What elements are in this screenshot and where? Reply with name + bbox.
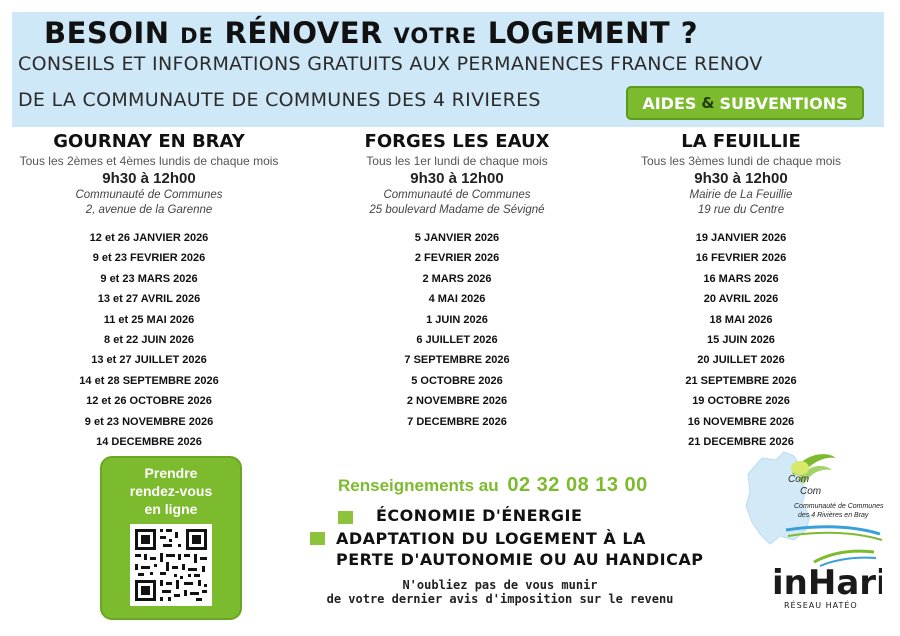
city-name: FORGES LES EAUX xyxy=(364,131,550,152)
place-line-2: 2, avenue de la Garenne xyxy=(85,204,213,216)
title-word: DE xyxy=(180,24,214,48)
contact-label: Renseignements au xyxy=(338,476,499,495)
date-item: 5 JANVIER 2026 xyxy=(414,232,500,244)
date-item: 2 NOVEMBRE 2026 xyxy=(406,395,508,408)
date-list xyxy=(596,228,886,452)
comcom-caption: des 4 Rivières en Bray xyxy=(798,512,869,519)
title-word: LOGEMENT ? xyxy=(487,16,699,50)
reminder-line: de votre dernier avis d'imposition sur le revenu xyxy=(326,592,674,606)
frequency: Tous les 2èmes et 4èmes lundis de chaque mois xyxy=(19,154,279,168)
appointment-label xyxy=(102,464,240,518)
title-word: BESOIN xyxy=(44,16,170,50)
comcom-logo xyxy=(740,444,890,550)
inhari-tagline: RÉSEAU HATÉO xyxy=(784,601,858,610)
comcom-word: Com xyxy=(800,486,822,497)
place-line-2: 25 boulevard Madame de Sévigné xyxy=(369,204,545,216)
location-gournay xyxy=(4,130,294,452)
date-item: 2 FEVRIER 2026 xyxy=(414,252,500,265)
bullet-energy-savings: ÉCONOMIE D'ÉNERGIE xyxy=(376,506,583,525)
inhari-logo xyxy=(770,548,882,612)
date-item: 2 MARS 2026 xyxy=(422,272,492,285)
date-item: 4 MAI 2026 xyxy=(428,293,486,306)
date-item: 9 et 23 NOVEMBRE 2026 xyxy=(84,415,214,428)
date-item: 19 OCTOBRE 2026 xyxy=(692,395,790,408)
date-item: 7 DECEMBRE 2026 xyxy=(407,415,507,428)
date-item: 9 et 23 MARS 2026 xyxy=(100,272,198,285)
place-line-1: Communauté de Communes xyxy=(75,189,223,201)
city-name: LA FEUILLIE xyxy=(681,131,801,152)
city-name: GOURNAY EN BRAY xyxy=(53,131,245,152)
appointment-line: Prendre xyxy=(144,465,198,481)
comcom-caption: Communauté de Communes xyxy=(794,503,884,510)
tax-notice-reminder xyxy=(300,578,700,606)
hours: 9h30 à 12h00 xyxy=(694,170,788,187)
date-item: 8 et 22 JUIN 2026 xyxy=(104,333,194,346)
date-item: 15 JUIN 2026 xyxy=(707,333,775,346)
bullet-line: PERTE D'AUTONOMIE OU AU HANDICAP xyxy=(336,550,704,569)
qr-code-icon[interactable] xyxy=(130,524,212,606)
badge-amp: & xyxy=(701,94,715,112)
date-item: 18 MAI 2026 xyxy=(709,313,773,326)
date-item: 16 NOVEMBRE 2026 xyxy=(687,415,795,428)
phone-number[interactable]: 02 32 08 13 00 xyxy=(507,474,648,496)
place-line-2: 19 rue du Centre xyxy=(697,204,785,216)
date-item: 14 et 28 SEPTEMBRE 2026 xyxy=(79,374,219,387)
date-item: 12 et 26 OCTOBRE 2026 xyxy=(86,395,212,408)
date-item: 6 JUILLET 2026 xyxy=(416,333,498,346)
date-item: 20 JUILLET 2026 xyxy=(697,354,785,367)
hours: 9h30 à 12h00 xyxy=(102,170,196,187)
date-item: 7 SEPTEMBRE 2026 xyxy=(404,354,510,367)
date-list xyxy=(312,228,602,432)
contact-phone xyxy=(338,474,648,497)
date-item: 20 AVRIL 2026 xyxy=(703,293,779,306)
subtitle-line-1: CONSEILS ET INFORMATIONS GRATUITS AUX PERMANENCES FRANCE RENOV xyxy=(18,53,763,75)
bullet-square-icon xyxy=(310,532,325,545)
aides-subventions-badge xyxy=(626,86,864,120)
frequency: Tous les 1er lundi de chaque mois xyxy=(366,154,548,168)
date-item: 16 FEVRIER 2026 xyxy=(695,252,787,265)
date-item: 19 JANVIER 2026 xyxy=(695,232,787,244)
hours: 9h30 à 12h00 xyxy=(410,170,504,187)
date-item: 16 MARS 2026 xyxy=(703,272,779,285)
place-line-1: Mairie de La Feuillie xyxy=(689,189,793,201)
location-la-feuillie xyxy=(596,130,886,452)
date-item: 9 et 23 FEVRIER 2026 xyxy=(92,252,206,265)
bullet-square-icon xyxy=(338,511,353,524)
title-word: VOTRE xyxy=(393,24,478,48)
place-line-1: Communauté de Communes xyxy=(383,189,531,201)
bullet-line: ADAPTATION DU LOGEMENT À LA xyxy=(336,529,646,548)
date-item: 12 et 26 JANVIER 2026 xyxy=(89,232,209,244)
date-item: 11 et 25 MAI 2026 xyxy=(103,313,195,326)
appointment-line: en ligne xyxy=(144,501,198,517)
title-word: RÉNOVER xyxy=(224,16,383,50)
badge-right: SUBVENTIONS xyxy=(719,93,848,113)
frequency: Tous les 3èmes lundi de chaque mois xyxy=(640,154,842,168)
location-forges xyxy=(312,130,602,432)
comcom-map-icon xyxy=(740,444,890,550)
date-item: 14 DECEMBRE 2026 xyxy=(96,435,202,448)
date-item: 21 SEPTEMBRE 2026 xyxy=(685,374,797,387)
date-list xyxy=(4,228,294,452)
online-appointment-box[interactable] xyxy=(100,456,242,620)
bullet-housing-adaptation xyxy=(336,528,703,570)
date-item: 5 OCTOBRE 2026 xyxy=(411,374,503,387)
reminder-line: N'oubliez pas de vous munir xyxy=(402,578,598,592)
badge-left: AIDES xyxy=(642,93,697,113)
comcom-word: Com xyxy=(788,474,810,485)
subtitle-line-2: DE LA COMMUNAUTE DE COMMUNES DES 4 RIVIERES xyxy=(18,89,541,111)
inhari-wave-icon xyxy=(770,548,882,612)
page-title xyxy=(44,16,698,50)
date-item: 13 et 27 AVRIL 2026 xyxy=(97,293,201,306)
inhari-wordmark: inHari xyxy=(772,563,882,603)
date-item: 1 JUIN 2026 xyxy=(426,313,488,326)
date-item: 21 DECEMBRE 2026 xyxy=(688,435,794,448)
appointment-line: rendez-vous xyxy=(129,483,213,499)
date-item: 13 et 27 JUILLET 2026 xyxy=(91,354,207,367)
